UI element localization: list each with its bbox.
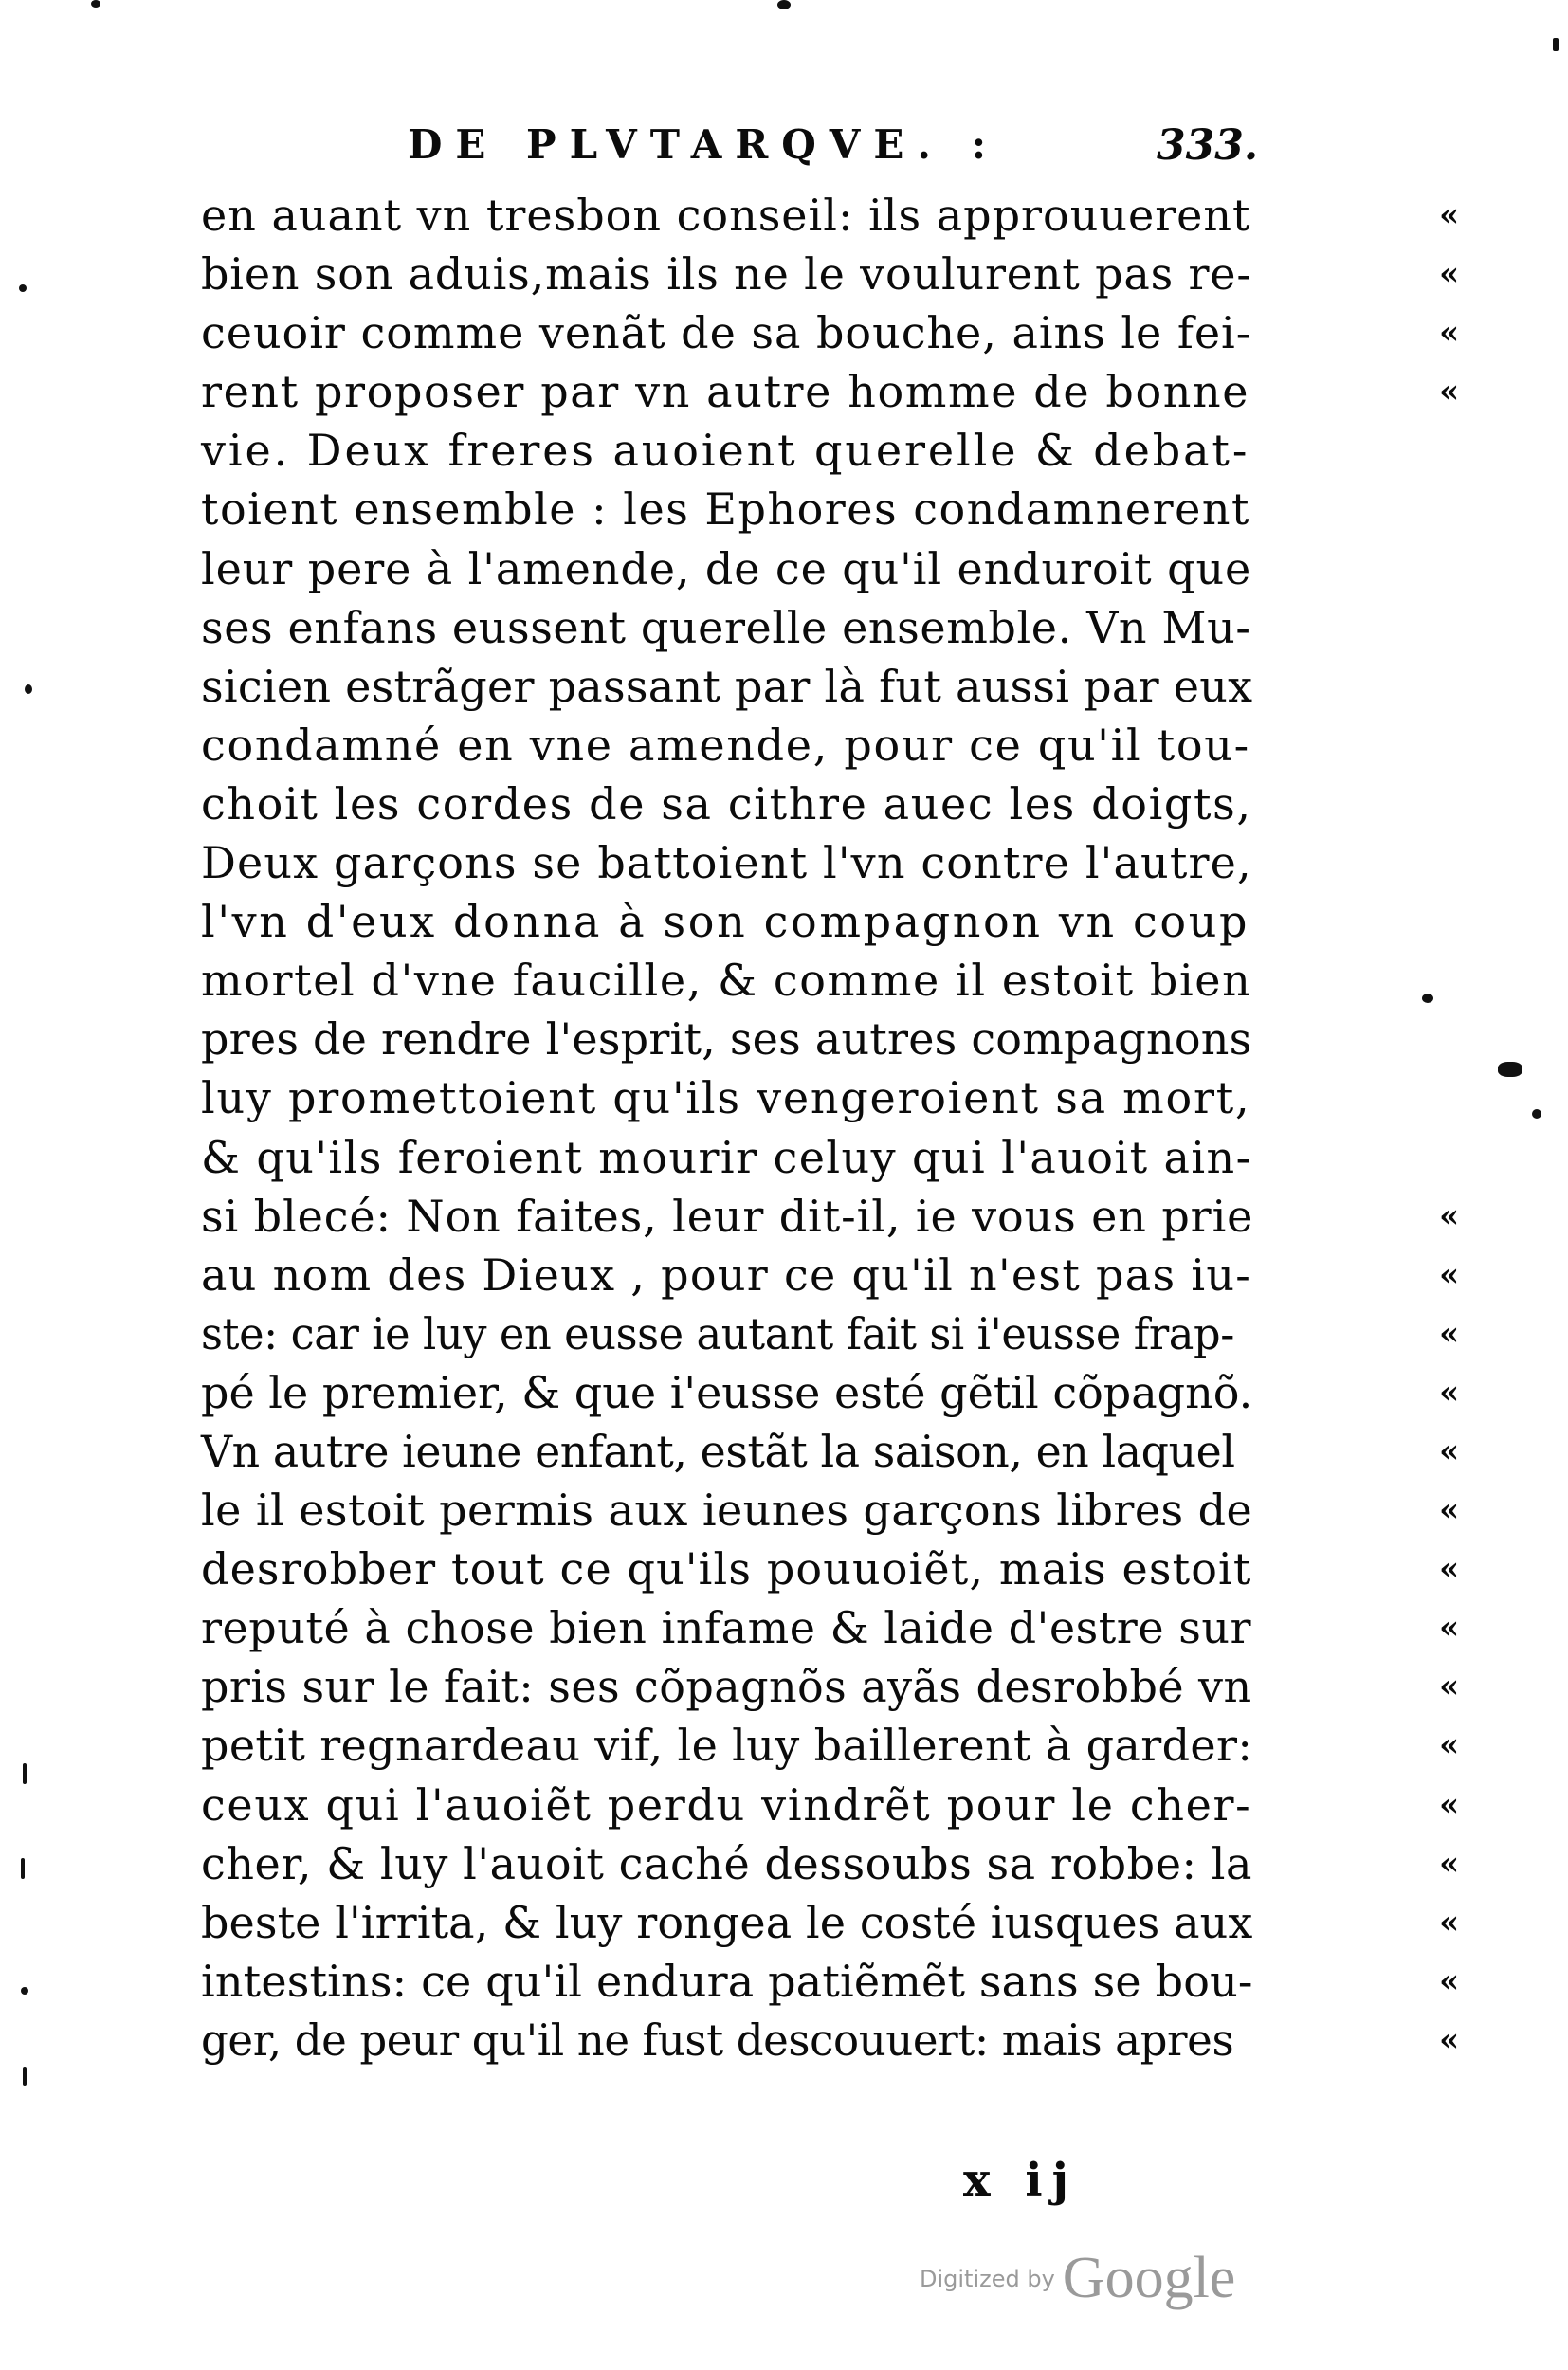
text-line — [201, 421, 1250, 480]
text-line-content: & qu'ils feroient mourir celuy qui l'auoit ain- — [201, 1131, 1252, 1183]
ink-speck — [777, 0, 791, 9]
text-line-content: reputé à chose bien infame & laide d'estre sur — [201, 1602, 1252, 1654]
text-line — [201, 1128, 1252, 1187]
margin-quote-mark: « — [1439, 1844, 1459, 1883]
text-line — [201, 1776, 1459, 1834]
margin-quote-mark: « — [1439, 2020, 1459, 2059]
text-line-content: au nom des Dieux , pour ce qu'il n'est pas iu- — [201, 1249, 1252, 1301]
text-line — [201, 480, 1250, 538]
text-line — [201, 303, 1459, 362]
text-line-content: ceux qui l'auoiẽt perdu vindrẽt pour le cher- — [201, 1778, 1252, 1831]
text-line-content: l'vn d'eux donna à son compagnon vn coup — [201, 896, 1250, 948]
text-line-content: sicien estrãger passant par là fut aussi par eux — [201, 660, 1253, 712]
margin-quote-mark: « — [1439, 1903, 1459, 1942]
text-line — [201, 1893, 1459, 1952]
text-line-content: desrobber tout ce qu'ils pouuoiẽt, mais estoit — [201, 1543, 1252, 1595]
ink-speck — [21, 1987, 28, 1995]
ink-speck — [1553, 38, 1559, 51]
text-line-content: mortel d'vne faucille, & comme il estoit bien — [201, 955, 1252, 1007]
text-line — [201, 245, 1459, 303]
margin-quote-mark: « — [1439, 1196, 1459, 1235]
text-line-content: pé le premier, & que i'eusse esté gẽtil cõpagnõ. — [201, 1366, 1253, 1418]
text-line-content: ger, de peur qu'il ne fust descouuert: mais apres — [201, 2014, 1234, 2066]
text-line-content: beste l'irrita, & luy rongea le costé iusques aux — [201, 1896, 1253, 1948]
ink-speck — [25, 684, 32, 694]
text-line-content: ste: car ie luy en eusse autant fait si i'eusse frap- — [201, 1307, 1234, 1359]
margin-quote-mark: « — [1439, 1431, 1459, 1470]
margin-quote-mark: « — [1439, 255, 1459, 294]
text-line-content: condamné en vne amende, pour ce qu'il tou- — [201, 719, 1250, 771]
ink-speck — [19, 284, 27, 292]
ink-speck — [91, 0, 100, 8]
watermark-prefix: Digitized by — [920, 2265, 1055, 2292]
page-number: 333. — [1157, 121, 1259, 170]
text-line-content: cher, & luy l'auoit caché dessoubs sa robbe: la — [201, 1837, 1253, 1889]
text-line — [201, 1304, 1459, 1363]
text-line-content: choit les cordes de sa cithre auec les doigts, — [201, 777, 1252, 830]
text-line-content: luy promettoient qu'ils vengeroient sa mort, — [201, 1072, 1251, 1124]
text-line-content: si blecé: Non faites, leur dit-il, ie vous en prie — [201, 1190, 1254, 1242]
text-line-content: bien son aduis,mais ils ne le voulurent pas re- — [201, 248, 1252, 301]
text-line-content: le il estoit permis aux ieunes garçons libres de — [201, 1485, 1253, 1537]
margin-quote-mark: « — [1439, 373, 1459, 411]
signature-mark: x ij — [963, 2154, 1078, 2207]
text-line-content: leur pere à l'amende, de ce qu'il enduroit que — [201, 542, 1252, 594]
text-line-content: rent proposer par vn autre homme de bonne — [201, 366, 1250, 418]
margin-quote-mark: « — [1439, 196, 1459, 234]
text-line — [201, 951, 1252, 1010]
text-line-content: pris sur le fait: ses cõpagnõs ayãs desrobbé vn — [201, 1661, 1252, 1713]
text-line — [201, 1010, 1252, 1068]
margin-quote-mark: « — [1439, 1961, 1459, 2000]
ink-speck — [1498, 1062, 1522, 1077]
text-line — [201, 1068, 1251, 1127]
text-line — [201, 2011, 1459, 2069]
text-line — [201, 657, 1253, 716]
text-line — [201, 362, 1459, 421]
text-line — [201, 1363, 1459, 1422]
watermark-brand: Google — [1062, 2246, 1236, 2310]
ink-speck — [1422, 994, 1433, 1003]
text-line — [201, 186, 1459, 245]
margin-quote-mark: « — [1439, 1491, 1459, 1530]
text-line — [201, 539, 1252, 598]
running-title: DE PLVTARQVE. : — [408, 121, 1000, 168]
text-line-content: petit regnardeau vif, le luy baillerent à garder: — [201, 1720, 1253, 1772]
text-line — [201, 833, 1252, 892]
text-line-content: pres de rendre l'esprit, ses autres compagnons — [201, 1013, 1252, 1066]
margin-quote-mark: « — [1439, 1785, 1459, 1824]
text-line-content: intestins: ce qu'il endura patiẽmẽt sans se bou- — [201, 1955, 1253, 2007]
text-line — [201, 1246, 1459, 1304]
margin-quote-mark: « — [1439, 1726, 1459, 1765]
ink-speck — [1532, 1109, 1541, 1119]
text-line — [201, 1716, 1459, 1775]
text-line-content: Deux garçons se battoient l'vn contre l'autre, — [201, 837, 1252, 889]
text-line — [201, 1422, 1459, 1481]
text-line — [201, 1598, 1459, 1657]
text-line-content: en auant vn tresbon conseil: ils approuuerent — [201, 190, 1251, 241]
margin-quote-mark: « — [1439, 314, 1459, 353]
text-line — [201, 598, 1251, 657]
text-line — [201, 716, 1250, 775]
text-line — [201, 1834, 1459, 1893]
ink-speck — [23, 1763, 27, 1784]
text-line — [201, 892, 1250, 951]
text-line — [201, 1187, 1459, 1246]
text-line — [201, 775, 1252, 833]
body-text — [201, 186, 1459, 2069]
text-line — [201, 1481, 1459, 1540]
margin-quote-mark: « — [1439, 1373, 1459, 1412]
text-line-content: Vn autre ieune enfant, estãt la saison, en laquel — [201, 1425, 1235, 1477]
margin-quote-mark: « — [1439, 1255, 1459, 1294]
margin-quote-mark: « — [1439, 1550, 1459, 1589]
ink-speck — [21, 1858, 25, 1879]
text-line-content: toient ensemble : les Ephores condamnerent — [201, 483, 1250, 536]
digitized-watermark — [920, 2245, 1235, 2312]
margin-quote-mark: « — [1439, 1314, 1459, 1353]
text-line — [201, 1540, 1459, 1598]
text-line-content: ses enfans eussent querelle ensemble. Vn Mu- — [201, 601, 1251, 653]
margin-quote-mark: « — [1439, 1668, 1459, 1706]
text-line-content: ceuoir comme venãt de sa bouche, ains le fei- — [201, 307, 1252, 359]
ink-speck — [23, 2067, 27, 2086]
text-line-content: vie. Deux freres auoient querelle & debat- — [201, 425, 1250, 477]
text-line — [201, 1657, 1459, 1716]
margin-quote-mark: « — [1439, 1609, 1459, 1648]
text-line — [201, 1952, 1459, 2011]
